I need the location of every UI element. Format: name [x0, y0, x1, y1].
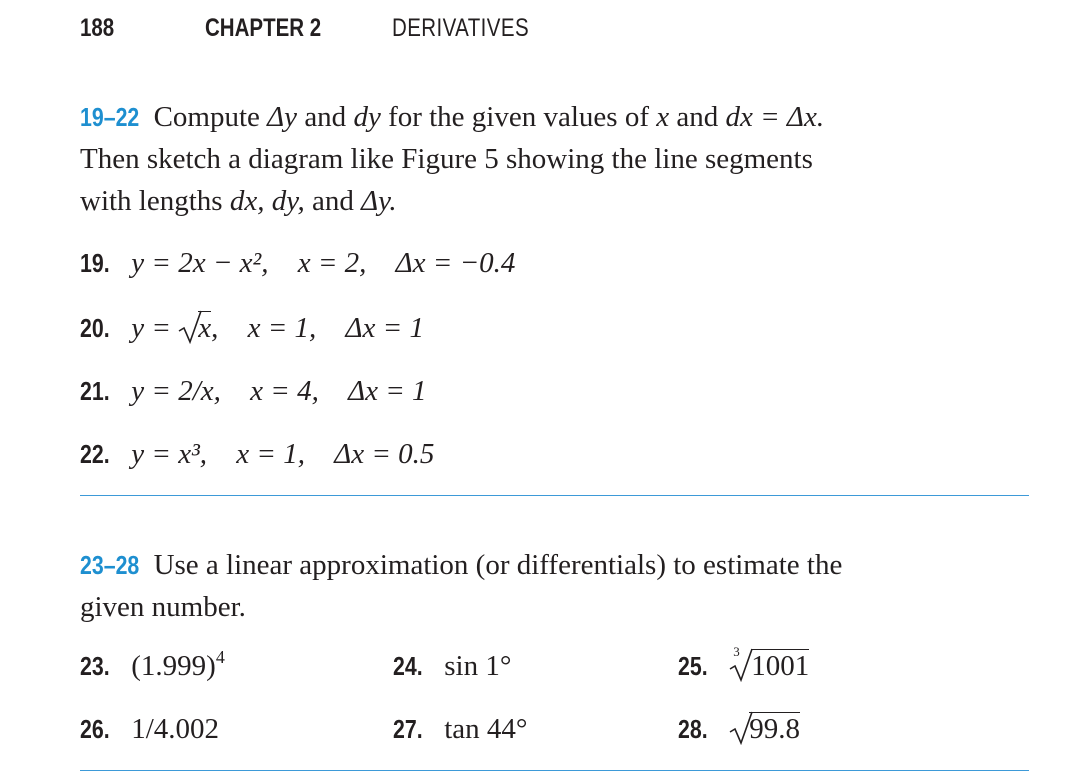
exercise-28: [678, 713, 800, 746]
cube-root: 3 1001: [729, 650, 809, 683]
exercise-number: 26.: [80, 714, 110, 744]
exercise-24: 24. sin 1°: [393, 650, 512, 682]
exercise-range-23-28: 23–28: [80, 550, 140, 580]
exercise-25: [678, 644, 810, 683]
exercise-number: 19.: [80, 248, 110, 278]
exercise-number: 25.: [678, 651, 708, 681]
exercise-number: 21.: [80, 376, 110, 406]
instruction-19-22: 19–22 Compute Δy and dy for the given values of x and dx = Δx. Then sketch a diagram like Figure 5 showing the line segments with lengths dx, dy, and Δy.: [80, 101, 825, 217]
bottom-divider: [80, 770, 1029, 771]
exercise-number: 20.: [80, 313, 110, 343]
section-divider: [80, 495, 1029, 496]
exercise-27: 27. tan 44°: [393, 713, 528, 745]
exercise-number: 27.: [393, 714, 423, 744]
chapter-label: CHAPTER 2: [205, 14, 322, 42]
radical-sign-icon: [729, 711, 753, 745]
square-root: x: [178, 312, 211, 345]
radical-sign-icon: [178, 310, 202, 344]
exercise-range-19-22: 19–22: [80, 102, 140, 132]
exercise-26: 26. 1/4.002: [80, 713, 220, 745]
exercise-23: 23. $(1.999)^4$: [80, 647, 225, 682]
exercise-22: 22. y = x³, x = 1, Δx = 0.5: [80, 438, 435, 470]
exercise-number: 24.: [393, 651, 423, 681]
section-title: DERIVATIVES: [392, 14, 530, 42]
exercise-19: 19. y = 2x − x², x = 2, Δx = −0.4: [80, 247, 516, 279]
exercise-number: 28.: [678, 714, 708, 744]
exercise-20: 20. y = x, x = 1, Δx = 1: [80, 312, 424, 344]
exercise-number: 22.: [80, 439, 110, 469]
square-root: 99.8: [729, 713, 800, 746]
exercise-number: 23.: [80, 651, 110, 681]
instruction-23-28: 23–28 Use a linear approximation (or differentials) to estimate the given number.: [80, 549, 843, 623]
page-number: 188: [80, 14, 115, 42]
radical-sign-icon: [729, 648, 753, 682]
exercise-21: 21. y = 2/x, x = 4, Δx = 1: [80, 375, 427, 407]
